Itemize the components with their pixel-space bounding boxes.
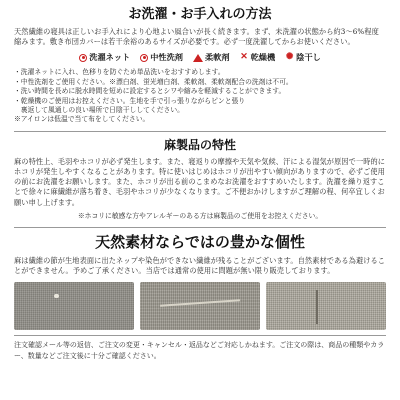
- care-instructions: [14, 68, 386, 124]
- laundry-net-icon: [79, 54, 87, 62]
- divider: [14, 335, 386, 336]
- care-item-label: 陰干し: [296, 52, 321, 63]
- care-item-label: 柔軟剤: [204, 52, 230, 63]
- care-bullet: ・乾燥機のご使用はお控えください。生地を手で引っ張りながらピンと張り: [14, 96, 246, 105]
- fabric-slub-photo: [140, 282, 260, 330]
- dryer-prohibited-icon: ✕: [240, 52, 248, 63]
- care-item-net: [79, 52, 130, 63]
- care-bullet: ※アイロンは低温で当て布をしてください。: [14, 115, 150, 124]
- linen-note: ※ホコリに敏感な方やアレルギーのある方は麻製品のご使用をお控えください。: [77, 211, 323, 220]
- footer-notice: 注文確認メール等の返信、ご注文の変更・キャンセル・返品などご対応しかねます。ご注文の際は、商品の種類やカラー、数量などご注文後に十分ご確認ください。: [14, 341, 385, 360]
- care-item-label: 乾燥機: [250, 52, 276, 63]
- natural-text: 麻は繊維の節が生地表面に出たネップや染色ができない繊維が残ることがございます。自然素材である為避けることができません。予めご了承ください。当店では通常の使用に問題が無い限り販売しております。: [14, 255, 386, 276]
- shade-dry-icon: ✺: [285, 52, 294, 63]
- fabric-nep-photo: [14, 282, 134, 330]
- care-bullet: ・中性洗剤をご使用ください。※漂白剤、蛍光増白剤、柔軟剤、柔軟剤配合の洗剤は不可。: [14, 77, 293, 86]
- care-intro: 天然繊維の寝具は正しいお手入れにより心地よい風合いが長く続きます。まず、未洗濯の状態から約3〜6%程度縮みます。敷き布団カバーは若干余裕のあるサイズが必要です。必ず一度洗濯してからお使いください。: [14, 27, 379, 47]
- care-bullet: 裏返して風通しの良い場所で日陰干ししてください。: [14, 106, 184, 115]
- care-icon-row: [14, 52, 386, 63]
- neutral-detergent-icon: [140, 54, 148, 62]
- linen-title: 麻製品の特性: [163, 137, 236, 152]
- softener-icon: [193, 54, 203, 62]
- care-item-dryer: [240, 52, 276, 63]
- care-bullet: ・洗い時間を長めに脱水時間を短めに設定するとシワや縮みを軽減することができます。: [14, 87, 286, 96]
- divider: [14, 131, 386, 132]
- fabric-fiber-photo: [266, 282, 386, 330]
- natural-title: 天然素材ならではの豊かな個性: [95, 232, 305, 251]
- care-item-detergent: [140, 52, 183, 63]
- care-item-softener: [193, 52, 230, 63]
- linen-text: 麻の特性上、毛羽やホコリが必ず発生します。また、寝返りの摩擦や天気や気候、汗による湿気が原因で一時的にホコリが発生しやすくなることがあります。特に使いはじめはホコリが出やすい傾向がありますので、必ずご使用の前にお洗濯をお願いします。また、ホコリが出る前のこまめなお洗濯をおすすめいたします。洗濯を繰り返すことで徐々に麻繊維が落ち着き、毛羽やホコリが少なくなります。ご不便おかけしますがご理解の程、何卒宜しくお願い申し上げます。: [14, 156, 386, 207]
- care-bullet: ・洗濯ネットに入れ、色移りを防ぐため単品洗いをおすすめします。: [14, 68, 225, 77]
- divider: [14, 227, 386, 228]
- care-item-label: 中性洗剤: [150, 52, 183, 63]
- fabric-photo-row: [14, 282, 386, 330]
- care-item-shade: [285, 52, 321, 63]
- care-item-label: 洗濯ネット: [89, 52, 131, 63]
- care-title: お洗濯・お手入れの方法: [128, 7, 272, 22]
